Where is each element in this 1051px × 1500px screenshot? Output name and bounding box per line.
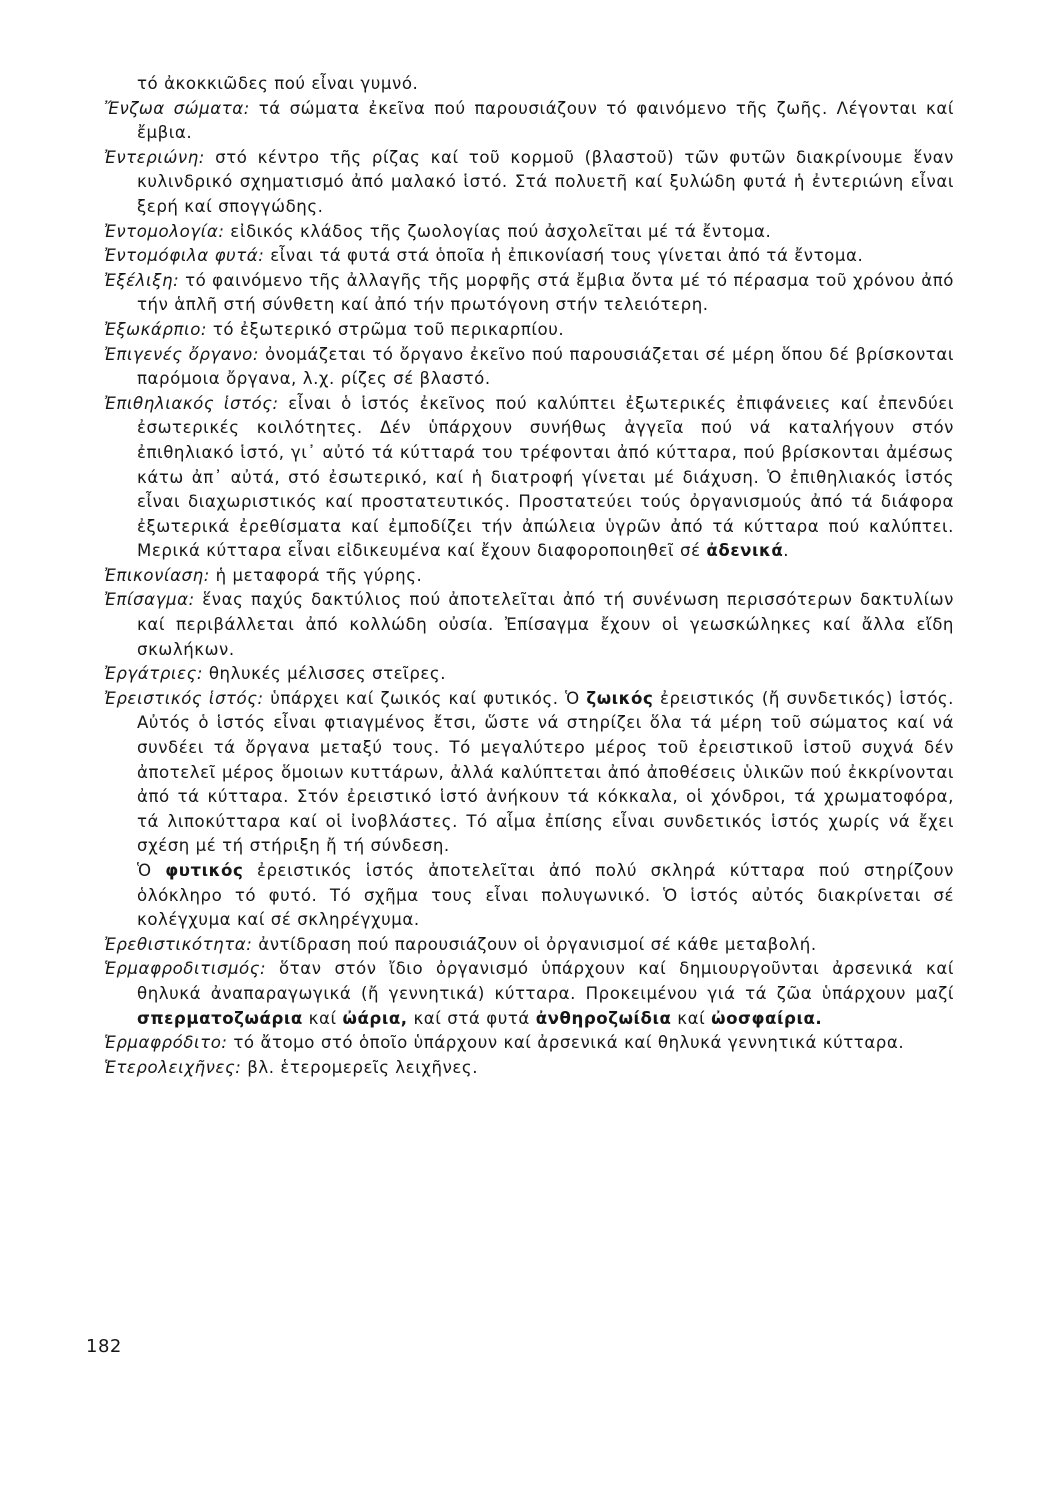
entry-term: Ἐντομόφιλα φυτά: [104,246,265,266]
entry-term: Ἐξωκάρπιο: [104,319,208,339]
entry-term: Ἐργάτριες: [104,664,204,684]
definition-text: ὑπάρχει καί ζωικός καί φυτικός. Ὁ [263,688,587,708]
definition-text: ἕνας παχύς δακτύλιος πού ἀποτελεῖται ἀπό τή συνένωση περισσότερων δακτυλίων καί περιβάλλεται ἀπό κολλώδη οὐσία. Ἐπίσαγμα ἔχουν οἱ γεωσκώληκες καί ἄλλα εἴδη σκωλήκων. [137,590,954,659]
bold-keyword: ὠάρια, [342,1008,408,1028]
glossary-entry-epigenes-organo [104,343,954,392]
definition-text: ὀνομάζεται τό ὄργανο ἐκεῖνο πού παρουσιάζεται σέ μέρη ὅπου δέ βρίσκονται παρόμοια ὄργανα, λ.χ. ρίζες σέ βλαστό. [137,344,954,389]
entry-term: Ἐπιθηλιακός ἱστός: [104,393,279,413]
entry-term: Ἐντεριώνη: [104,147,205,167]
definition-text: καί [671,1008,712,1028]
definition-text: . [783,541,790,561]
definition-text: στό κέντρο τῆς ρίζας καί τοῦ κορμοῦ (βλαστοῦ) τῶν φυτῶν διακρίνουμε ἕναν κυλινδρικό σχηματισμό ἀπό μαλακό ἱστό. Στά πολυετῆ καί ξυλώδη φυτά ἡ ἐντεριώνη εἶναι ξερή καί σπογγώδης. [137,147,954,216]
definition-text: θηλυκές μέλισσες στεῖρες. [203,664,447,684]
definition-text: Ὁ [137,861,166,880]
definition-text: τό ἄτομο στό ὁποῖο ὑπάρχουν καί ἀρσενικά καί θηλυκά γεννητικά κύτταρα. [227,1033,905,1053]
definition-text: εἶναι τά φυτά στά ὁποῖα ἡ ἐπικονίασή τους γίνεται ἀπό τά ἔντομα. [264,246,864,266]
definition-text: εἰδικός κλάδος τῆς ζωολογίας πού ἀσχολεῖται μέ τά ἔντομα. [224,221,772,241]
bold-keyword: ζωικός [586,688,654,708]
definition-text: ὅταν στόν ἴδιο ὀργανισμό ὑπάρχουν καί δημιουργοῦνται ἀρσενικά καί θηλυκά ἀναπαραγωγικά (ἤ γεννητικά) κύτταρα. Προκειμένου γιά τά ζῶα ὑπάρχουν μαζί [137,959,954,1003]
entry-term: Ἔνζωα σώματα: [104,98,250,118]
definition-text: τό φαινόμενο τῆς ἀλλαγῆς τῆς μορφῆς στά ἔμβια ὄντα μέ τό πέρασμα τοῦ χρόνου ἀπό τήν ἁπλῆ στή σύνθετη καί ἀπό τήν πρωτόγονη στήν τελειότερη. [137,270,954,315]
glossary-entry-exelixi [104,269,954,318]
glossary-entry-continuation [104,72,954,97]
entry-term: Ἑρμαφροδιτισμός: [104,959,267,979]
definition-text: ἡ μεταφορά τῆς γύρης. [209,565,423,585]
definition-text: τά σώματα ἐκεῖνα πού παρουσιάζουν τό φαινόμενο τῆς ζωῆς. Λέγονται καί ἔμβια. [137,98,955,143]
glossary-entry-enzoa-somata [104,97,954,146]
glossary-entry-entomologia [104,220,954,245]
definition-text: τό ἀκοκκιῶδες πού εἶναι γυμνό. [137,74,419,93]
entry-term: Ἐρεθιστικότητα: [104,934,253,954]
glossary-entry-erethistikotita [104,933,954,958]
entry-term: Ἐπίσαγμα: [104,590,195,610]
bold-keyword: φυτικός [165,861,244,880]
definition-text: ἐρειστικός ἱστός ἀποτελεῖται ἀπό πολύ σκληρά κύτταρα πού στηρίζουν ὁλόκληρο τό φυτό. Τό σχῆμα τους εἶναι πολυγωνικό. Ὁ ἱστός αὐτός διακρίνεται σέ κολέγχυμα καί σέ σκληρέγχυμα. [137,861,954,930]
glossary-subparagraph-fytikos [104,859,954,933]
bold-keyword: σπερματοζωάρια [137,1008,303,1028]
glossary-entry-exokarpio [104,318,954,343]
definition-text: εἶναι ὁ ἱστός ἐκεῖνος πού καλύπτει ἐξωτερικές ἐπιφάνειες καί ἐπενδύει ἐσωτερικές κοιλότητες. Δέν ὑπάρχουν συνήθως ἀγγεῖα πού νά καταλήγουν στόν ἐπιθηλιακό ἱστό, γι᾽ αὐτό τά κύτταρά του τρέφονται ἀπό κύτταρα, πού βρίσκονται ἀμέσως κάτω ἀπ᾽ αὐτά, στό ἐσωτερικό, καί ἡ διατροφή γίνεται μέ διάχυση. Ὁ ἐπιθηλιακός ἱστός εἶναι διαχωριστικός καί προστατευτικός. Προστατεύει τούς ὀργανισμούς ἀπό τά διάφορα ἐξωτερικά ἐρεθίσματα καί ἐμποδίζει τήν ἀπώλεια ὑγρῶν ἀπό τά κύτταρα πού καλύπτει. Μερικά κύτταρα εἶναι εἰδικευμένα καί ἔχουν διαφοροποιηθεῖ σέ [137,393,954,561]
glossary-entry-eterolichines [104,1056,954,1081]
glossary-entry-ergatries [104,662,954,687]
glossary-entry-entomofila-fyta [104,244,954,269]
entry-term: Ἐρειστικός ἱστός: [104,688,264,708]
glossary-entry-epikoniasi [104,564,954,589]
bold-keyword: ὠοσφαίρια. [711,1008,823,1028]
glossary-entry-enterioni [104,146,954,220]
entry-term: Ἐντομολογία: [104,221,225,241]
glossary-entry-episagma [104,588,954,662]
bold-keyword: ἀδενικά [706,541,784,561]
entry-term: Ἑτερολειχῆνες: [104,1057,242,1077]
definition-text: τό ἐξωτερικό στρῶμα τοῦ περικαρπίου. [207,319,565,339]
entry-term: Ἐξέλιξη: [104,270,180,290]
entry-term: Ἐπιγενές ὄργανο: [104,344,259,364]
definition-text: καί [302,1008,343,1028]
page-number: 182 [86,1336,122,1357]
glossary-entry-ermafrodito [104,1031,954,1056]
glossary-entries [104,72,954,1080]
definition-text: καί στά φυτά [407,1008,536,1028]
glossary-entry-ereistikos-istos [104,687,954,859]
definition-text: ἀντίδραση πού παρουσιάζουν οἱ ὀργανισμοί σέ κάθε μεταβολή. [252,934,817,954]
definition-text: ἐρειστικός (ἤ συνδετικός) ἱστός. Αὐτός ὁ ἱστός εἶναι φτιαγμένος ἔτσι, ὥστε νά στηρίζει ὅλα τά μέρη τοῦ σώματος καί νά συνδέει τά ὄργανα μεταξύ τους. Τό μεγαλύτερο μέρος τοῦ ἐρειστικοῦ ἱστοῦ συχνά δέν ἀποτελεῖ μέρος ὅμοιων κυττάρων, ἀλλά καλύπτεται ἀπό ἀποθέσεις ὑλικῶν πού ἐκκρίνονται ἀπό τά κύτταρα. Στόν ἐρειστικό ἱστό ἀνήκουν τά κόκκαλα, οἱ χόνδροι, τά χρωματοφόρα, τά λιποκύτταρα καί οἱ ἰνοβλάστες. Τό αἷμα ἐπίσης εἶναι συνδετικός ἱστός χωρίς νά ἔχει σχέση μέ τή στήριξη ἤ τή σύνδεση. [137,688,955,856]
entry-term: Ἑρμαφρόδιτο: [104,1033,228,1053]
definition-text: βλ. ἑτερομερεῖς λειχῆνες. [241,1057,479,1077]
bold-keyword: ἀνθηροζωίδια [535,1008,672,1028]
entry-term: Ἐπικονίαση: [104,565,210,585]
glossary-entry-epithiliakos-istos [104,392,954,564]
glossary-entry-ermafroditismos [104,957,954,1031]
